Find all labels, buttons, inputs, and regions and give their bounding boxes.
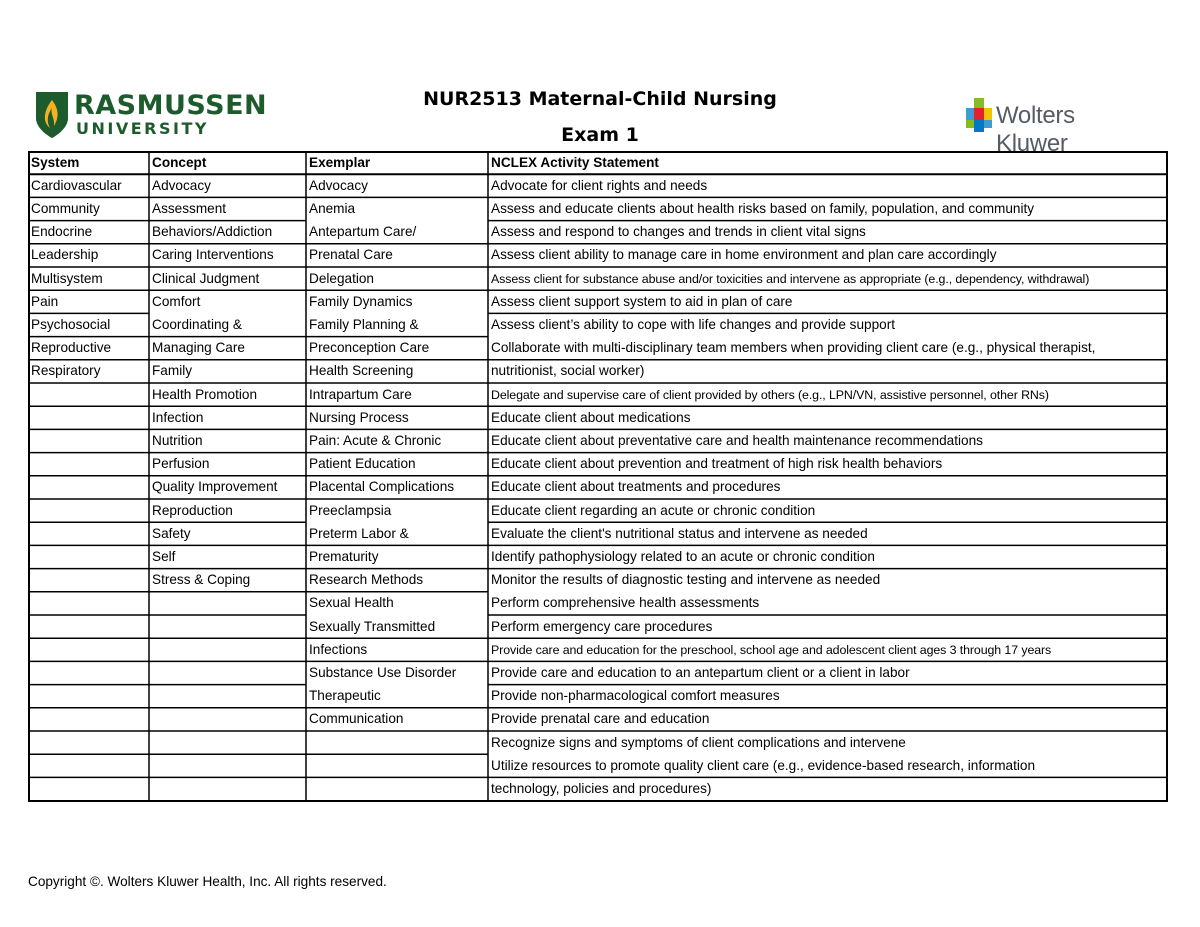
system-cell: Pain (31, 293, 59, 309)
nclex-cell: technology, policies and procedures) (491, 780, 712, 796)
exemplar-cell: Antepartum Care/ (309, 224, 417, 240)
concept-cell: Advocacy (152, 177, 211, 193)
exemplar-cell: Sexually Transmitted (309, 618, 436, 634)
nclex-cell: Utilize resources to promote quality client care (e.g., evidence-based research, information (491, 757, 1036, 773)
page-subtitle: Exam 1 (561, 124, 639, 146)
concept-cell: Perfusion (152, 456, 210, 472)
nclex-cell: Advocate for client rights and needs (491, 177, 708, 193)
wk-mark-icon (966, 98, 992, 136)
nclex-cell: Assess client support system to aid in plan of care (491, 293, 793, 309)
concept-cell: Safety (152, 525, 191, 541)
nclex-cell: Perform emergency care procedures (491, 618, 713, 634)
nclex-cell: Assess client ability to manage care in home environment and plan care accordingly (491, 247, 997, 263)
exemplar-cell: Nursing Process (309, 409, 409, 425)
concept-cell: Family (152, 363, 193, 379)
nclex-cell: Assess and educate clients about health risks based on family, population, and community (491, 200, 1035, 216)
nclex-cell: Educate client about preventative care and health maintenance recommendations (491, 432, 983, 448)
nclex-cell: Perform comprehensive health assessments (491, 595, 760, 611)
nclex-cell: Collaborate with multi-disciplinary team members when providing client care (e.g., physical therapist, (491, 340, 1096, 356)
system-cell: Cardiovascular (31, 177, 122, 193)
concept-cell: Quality Improvement (152, 479, 278, 495)
exemplar-cell: Health Screening (309, 363, 414, 379)
concept-cell: Coordinating & (152, 316, 242, 332)
nclex-cell: Evaluate the client's nutritional status and intervene as needed (491, 525, 868, 541)
nclex-cell: Provide non-pharmacological comfort measures (491, 688, 780, 704)
nclex-cell: Delegate and supervise care of client provided by others (e.g., LPN/VN, assistive personnel, other RNs) (491, 387, 1049, 402)
exemplar-cell: Substance Use Disorder (309, 664, 457, 680)
nclex-cell: Recognize signs and symptoms of client complications and intervene (491, 734, 906, 750)
nclex-cell: Identify pathophysiology related to an acute or chronic condition (491, 548, 875, 564)
wk-logo-text: Wolters Kluwer (996, 102, 1075, 157)
wolters-kluwer-logo (966, 96, 1126, 157)
system-cell: Leadership (31, 247, 99, 263)
column-header: Exemplar (309, 154, 371, 170)
concept-cell: Health Promotion (152, 386, 258, 402)
exemplar-cell: Anemia (309, 200, 356, 216)
exemplar-cell: Research Methods (309, 572, 424, 588)
nclex-cell: Monitor the results of diagnostic testing and intervene as needed (491, 572, 881, 588)
nclex-cell: Provide care and education for the preschool, school age and adolescent client ages 3 through 17 years (491, 642, 1052, 657)
exemplar-cell: Sexual Health (309, 595, 394, 611)
exemplar-cell: Delegation (309, 270, 374, 286)
system-cell: Endocrine (31, 224, 93, 240)
exemplar-cell: Preeclampsia (309, 502, 392, 518)
copyright-footer: Copyright ©. Wolters Kluwer Health, Inc. All rights reserved. (28, 874, 387, 889)
exemplar-cell: Infections (309, 641, 368, 657)
nclex-cell: nutritionist, social worker) (491, 363, 645, 379)
exemplar-cell: Therapeutic (309, 688, 381, 704)
exemplar-cell: Family Planning & (309, 316, 419, 332)
concept-cell: Stress & Coping (152, 572, 251, 588)
logo-line2: UNIVERSITY (76, 119, 209, 138)
exemplar-cell: Advocacy (309, 177, 368, 193)
nclex-cell: Educate client about prevention and treatment of high risk health behaviors (491, 456, 943, 472)
exemplar-cell: Prematurity (309, 548, 379, 564)
nclex-cell: Provide care and education to an antepartum client or a client in labor (491, 664, 910, 680)
concept-cell: Behaviors/Addiction (152, 224, 273, 240)
exemplar-cell: Preterm Labor & (309, 525, 409, 541)
system-cell: Psychosocial (31, 316, 111, 332)
column-header: Concept (152, 154, 207, 170)
system-cell: Respiratory (31, 363, 101, 379)
concept-cell: Assessment (152, 200, 227, 216)
page-title: NUR2513 Maternal-Child Nursing (423, 88, 777, 110)
system-cell: Multisystem (31, 270, 103, 286)
system-cell: Reproductive (31, 340, 112, 356)
system-cell: Community (31, 200, 100, 216)
nclex-cell: Provide prenatal care and education (491, 711, 710, 727)
column-header: NCLEX Activity Statement (491, 154, 659, 170)
column-header: System (31, 154, 80, 170)
exemplar-cell: Preconception Care (309, 340, 430, 356)
exemplar-cell: Family Dynamics (309, 293, 413, 309)
nclex-cell: Educate client regarding an acute or chronic condition (491, 502, 816, 518)
nclex-cell: Assess and respond to changes and trends in client vital signs (491, 224, 866, 240)
concept-cell: Comfort (152, 293, 201, 309)
concept-cell: Nutrition (152, 432, 203, 448)
exemplar-cell: Patient Education (309, 456, 416, 472)
concept-cell: Self (152, 548, 176, 564)
nclex-cell: Assess client for substance abuse and/or toxicities and intervene as appropriate (e.g., dependency, withdrawal) (491, 271, 1090, 286)
exemplar-cell: Intrapartum Care (309, 386, 412, 402)
nclex-cell: Educate client about medications (491, 409, 691, 425)
exemplar-cell: Prenatal Care (309, 247, 393, 263)
concept-cell: Reproduction (152, 502, 233, 518)
concept-cell: Infection (152, 409, 204, 425)
exemplar-cell: Communication (309, 711, 404, 727)
concept-cell: Managing Care (152, 340, 245, 356)
nclex-cell: Educate client about treatments and procedures (491, 479, 781, 495)
exemplar-cell: Pain: Acute & Chronic (309, 432, 442, 448)
nclex-cell: Assess client’s ability to cope with life changes and provide support (491, 316, 896, 332)
concept-cell: Clinical Judgment (152, 270, 260, 286)
concept-table (28, 151, 1168, 801)
logo-line1: RASMUSSEN (74, 90, 268, 121)
concept-cell: Caring Interventions (152, 247, 274, 263)
exemplar-cell: Placental Complications (309, 479, 455, 495)
